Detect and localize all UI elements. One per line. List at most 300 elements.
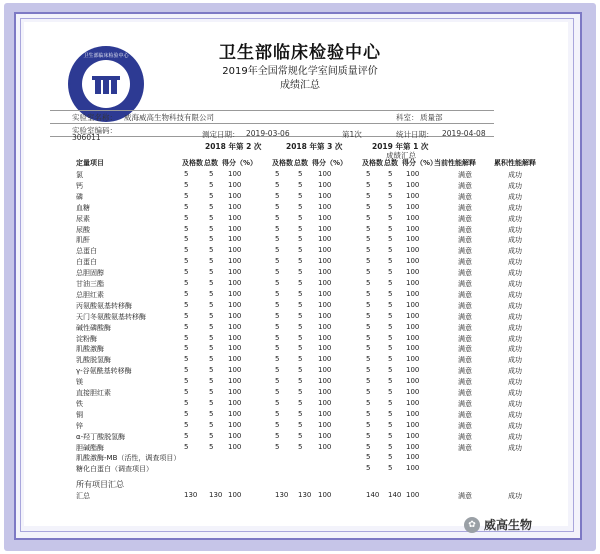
table-row (52, 203, 522, 214)
cell-col-2: 100 (228, 235, 242, 244)
cell-col-10: 成功 (508, 181, 522, 190)
cell-col-1: 5 (209, 398, 214, 407)
cell-col-3: 5 (275, 235, 280, 244)
cell-col-7: 5 (388, 366, 393, 375)
item-name: 淀粉酶 (76, 334, 97, 343)
cell-col-1: 5 (209, 246, 214, 255)
cell-col-6: 5 (366, 170, 371, 178)
cell-col-10: 成功 (508, 214, 522, 223)
cell-col-4: 5 (298, 366, 303, 375)
cell-col-5: 100 (318, 355, 332, 364)
cell-col-7: 5 (388, 246, 393, 255)
cell-col-3: 5 (275, 377, 280, 386)
lab-name-label: 实验室名称： (72, 113, 117, 122)
cell-col-1: 5 (209, 235, 214, 244)
cell-col-0: 5 (184, 366, 189, 375)
cell-col-2: 100 (228, 377, 242, 386)
column-header-8: 得分（%） (402, 159, 438, 167)
cell-col-3: 5 (275, 300, 280, 309)
cell-col-2: 100 (228, 398, 242, 407)
cell-col-1: 5 (209, 202, 214, 211)
cell-col-2: 100 (228, 333, 242, 342)
cell-col-7: 5 (388, 355, 393, 364)
cell-col-6: 5 (366, 191, 371, 200)
cell-col-8: 100 (406, 311, 420, 320)
cell-col-4: 5 (298, 235, 303, 244)
cell-col-4: 5 (298, 257, 303, 266)
cell-col-9: 满意 (458, 334, 472, 343)
cell-col-2: 100 (228, 491, 242, 500)
table-row (52, 312, 522, 323)
item-name: 血糖 (76, 203, 90, 212)
cell-col-1: 5 (209, 257, 214, 266)
cell-col-3: 5 (275, 442, 280, 451)
cell-col-7: 5 (388, 300, 393, 309)
cell-col-4: 5 (298, 224, 303, 233)
cell-col-2: 100 (228, 191, 242, 200)
cell-col-5: 100 (318, 224, 332, 233)
cell-col-10: 成功 (508, 492, 522, 501)
cell-col-6: 5 (366, 409, 371, 418)
cell-col-4: 5 (298, 279, 303, 287)
item-name: 天门冬氨酸氨基转移酶 (76, 312, 146, 321)
cell-col-0: 5 (184, 213, 189, 222)
logo-text: 卫生部临床检验中心 (83, 53, 129, 59)
cell-col-5: 100 (318, 268, 332, 277)
table-row (52, 432, 522, 443)
cell-col-6: 5 (366, 377, 371, 386)
cell-col-10: 成功 (508, 367, 522, 376)
cell-col-4: 5 (298, 202, 303, 211)
cell-col-8: 100 (406, 464, 420, 473)
cell-col-6: 5 (366, 268, 371, 277)
cell-col-7: 5 (388, 377, 393, 386)
cell-col-3: 5 (275, 257, 280, 266)
cell-col-1: 5 (209, 388, 214, 396)
cell-col-10: 成功 (508, 323, 522, 332)
cell-col-8: 100 (406, 180, 420, 189)
cell-col-4: 5 (298, 268, 303, 277)
column-header-5: 得分（%） (312, 159, 348, 167)
cell-col-1: 5 (209, 366, 214, 375)
cell-col-8: 100 (406, 420, 420, 429)
cell-col-2: 100 (228, 180, 242, 189)
cell-col-8: 100 (406, 344, 420, 353)
stat-date: 2019-04-08 (442, 129, 486, 138)
cell-col-4: 5 (298, 311, 303, 320)
cell-col-10: 成功 (508, 203, 522, 212)
item-name: 总胆红素 (76, 290, 104, 299)
cell-col-4: 5 (298, 213, 303, 222)
table-row (52, 225, 522, 236)
item-name: 胆碱酯酶 (76, 443, 104, 452)
cell-col-0: 5 (184, 388, 189, 396)
cell-col-5: 100 (318, 431, 332, 440)
cell-col-7: 5 (388, 289, 393, 298)
cell-col-9: 满意 (458, 225, 472, 234)
cell-col-6: 5 (366, 246, 371, 255)
wechat-icon: ✿ (464, 517, 480, 533)
cell-col-10: 成功 (508, 171, 522, 179)
cell-col-3: 5 (275, 289, 280, 298)
cell-col-0: 5 (184, 420, 189, 429)
table-row (52, 453, 522, 464)
cell-col-1: 5 (209, 420, 214, 429)
cell-col-1: 5 (209, 311, 214, 320)
cell-col-4: 5 (298, 289, 303, 298)
cell-col-6: 140 (366, 491, 380, 500)
cell-col-8: 100 (406, 202, 420, 211)
cell-col-6: 5 (366, 366, 371, 375)
table-row (52, 334, 522, 345)
cell-col-8: 100 (406, 355, 420, 364)
item-name: 尿素 (76, 214, 90, 223)
item-name: γ-谷氨酰基转移酶 (76, 367, 132, 376)
cell-col-0: 5 (184, 311, 189, 320)
cell-col-4: 5 (298, 420, 303, 429)
cell-col-1: 5 (209, 170, 214, 178)
cell-col-2: 100 (228, 420, 242, 429)
round: 第1次 (342, 130, 362, 139)
cell-col-5: 100 (318, 300, 332, 309)
cell-col-0: 5 (184, 257, 189, 266)
cell-col-5: 100 (318, 311, 332, 320)
cell-col-1: 5 (209, 377, 214, 386)
watermark (464, 516, 532, 533)
cell-col-1: 5 (209, 409, 214, 418)
cell-col-8: 100 (406, 224, 420, 233)
cell-col-8: 100 (406, 453, 420, 462)
table-row (52, 246, 522, 257)
cell-col-3: 5 (275, 268, 280, 277)
cell-col-1: 5 (209, 442, 214, 451)
cell-col-3: 5 (275, 333, 280, 342)
column-header-row (52, 158, 536, 169)
cell-col-8: 100 (406, 388, 420, 396)
cell-col-6: 5 (366, 442, 371, 451)
cell-col-10: 成功 (508, 290, 522, 299)
cell-col-1: 5 (209, 289, 214, 298)
cell-col-9: 满意 (458, 192, 472, 201)
cell-col-7: 5 (388, 170, 393, 178)
cell-col-10: 成功 (508, 258, 522, 267)
test-date-label: 测定日期： (202, 130, 240, 139)
cell-col-7: 5 (388, 333, 393, 342)
cell-col-2: 100 (228, 311, 242, 320)
cell-col-0: 5 (184, 377, 189, 386)
cell-col-7: 5 (388, 388, 393, 396)
cell-col-7: 5 (388, 268, 393, 277)
cell-col-3: 5 (275, 311, 280, 320)
cell-col-10: 成功 (508, 378, 522, 387)
table-row (52, 301, 522, 312)
cell-col-4: 5 (298, 355, 303, 364)
cell-col-6: 5 (366, 311, 371, 320)
cell-col-2: 100 (228, 268, 242, 277)
cell-col-9: 满意 (458, 301, 472, 310)
cell-col-9: 满意 (458, 247, 472, 256)
group-header-3: 2019 年第 1 次 (372, 142, 429, 151)
cell-col-3: 5 (275, 398, 280, 407)
column-header-9: 当前性能解释 (434, 159, 476, 167)
cell-col-6: 5 (366, 224, 371, 233)
cell-col-5: 100 (318, 366, 332, 375)
cell-col-5: 100 (318, 279, 332, 287)
cell-col-10: 成功 (508, 269, 522, 278)
cell-col-3: 5 (275, 344, 280, 353)
cell-col-5: 100 (318, 420, 332, 429)
item-name: 铁 (76, 399, 83, 408)
cell-col-2: 100 (228, 202, 242, 211)
info-row-1 (50, 110, 494, 123)
cell-col-9: 满意 (458, 312, 472, 321)
cell-col-6: 5 (366, 420, 371, 429)
cell-col-7: 5 (388, 344, 393, 353)
cell-col-10: 成功 (508, 410, 522, 419)
cell-col-7: 5 (388, 191, 393, 200)
cell-col-5: 100 (318, 191, 332, 200)
cell-col-3: 5 (275, 191, 280, 200)
cell-col-5: 100 (318, 491, 332, 500)
item-name: α-羟丁酸脱氢酶 (76, 432, 126, 441)
cell-col-9: 满意 (458, 432, 472, 441)
all-items-label-row (52, 479, 522, 490)
cell-col-5: 100 (318, 213, 332, 222)
cell-col-10: 成功 (508, 421, 522, 430)
table-row (52, 235, 522, 246)
column-header-6: 及格数 (362, 159, 383, 167)
cell-col-9: 满意 (458, 323, 472, 332)
column-header-3: 及格数 (272, 159, 293, 167)
cell-col-10: 成功 (508, 312, 522, 321)
cell-col-5: 100 (318, 388, 332, 396)
cell-col-0: 5 (184, 191, 189, 200)
cell-col-1: 5 (209, 431, 214, 440)
cell-col-7: 5 (388, 453, 393, 462)
cell-col-8: 100 (406, 409, 420, 418)
cell-col-4: 5 (298, 409, 303, 418)
cell-col-9: 满意 (458, 171, 472, 179)
cell-col-3: 5 (275, 213, 280, 222)
cell-col-6: 5 (366, 289, 371, 298)
cell-col-7: 5 (388, 420, 393, 429)
cell-col-9: 满意 (458, 280, 472, 288)
cell-col-7: 140 (388, 491, 402, 500)
table-row (52, 366, 522, 377)
cell-col-3: 5 (275, 224, 280, 233)
item-name: 乳酸脱氢酶 (76, 356, 111, 365)
table-row (52, 421, 522, 432)
cell-col-2: 100 (228, 409, 242, 418)
cell-col-0: 5 (184, 333, 189, 342)
cell-col-6: 5 (366, 464, 371, 473)
cell-col-6: 5 (366, 431, 371, 440)
table-row (52, 377, 522, 388)
cell-col-4: 5 (298, 246, 303, 255)
table-row (52, 355, 522, 366)
cell-col-4: 5 (298, 431, 303, 440)
item-name: 铜 (76, 410, 83, 419)
cell-col-8: 100 (406, 442, 420, 451)
cell-col-2: 100 (228, 344, 242, 353)
cell-col-3: 5 (275, 355, 280, 364)
item-name: 糖化白蛋白（调查项目） (76, 465, 153, 474)
cell-col-1: 5 (209, 300, 214, 309)
cell-col-5: 100 (318, 170, 332, 178)
cell-col-6: 5 (366, 279, 371, 287)
cell-col-1: 5 (209, 344, 214, 353)
cell-col-2: 100 (228, 289, 242, 298)
item-name: 碱性磷酸酶 (76, 323, 111, 332)
cell-col-5: 100 (318, 377, 332, 386)
cell-col-3: 5 (275, 202, 280, 211)
cell-col-0: 5 (184, 246, 189, 255)
cell-col-9: 满意 (458, 345, 472, 354)
cell-col-2: 100 (228, 366, 242, 375)
dept: 质量部 (420, 113, 443, 122)
cell-col-0: 5 (184, 322, 189, 331)
item-name: 总蛋白 (76, 247, 97, 256)
item-name: 肌酐 (76, 236, 90, 245)
cell-col-4: 5 (298, 398, 303, 407)
cell-col-8: 100 (406, 213, 420, 222)
cell-col-1: 5 (209, 279, 214, 287)
all-items-label: 所有项目汇总 (76, 480, 124, 490)
cell-col-1: 5 (209, 224, 214, 233)
cell-col-8: 100 (406, 322, 420, 331)
cell-col-4: 5 (298, 388, 303, 396)
cell-col-7: 5 (388, 464, 393, 473)
cell-col-9: 满意 (458, 258, 472, 267)
cell-col-3: 5 (275, 246, 280, 255)
item-header: 定量项目 (76, 159, 104, 167)
cell-col-6: 5 (366, 355, 371, 364)
cell-col-2: 100 (228, 224, 242, 233)
cell-col-0: 5 (184, 409, 189, 418)
table-row (52, 192, 522, 203)
report-subtitle: 2019年全国常规化学室间质量评价 (222, 66, 378, 77)
item-name: 汇总 (76, 492, 90, 501)
test-date: 2019-03-06 (246, 129, 290, 138)
cell-col-2: 100 (228, 300, 242, 309)
cell-col-3: 5 (275, 180, 280, 189)
page-title: 卫生部临床检验中心 (219, 43, 381, 63)
cell-col-5: 100 (318, 398, 332, 407)
table-row (52, 323, 522, 334)
cell-col-3: 5 (275, 420, 280, 429)
cell-col-7: 5 (388, 224, 393, 233)
lab-name: 威海威高生物科技有限公司 (124, 113, 214, 122)
table-row (52, 290, 522, 301)
cell-col-4: 5 (298, 333, 303, 342)
cell-col-0: 5 (184, 289, 189, 298)
cell-col-1: 5 (209, 333, 214, 342)
cell-col-2: 100 (228, 442, 242, 451)
table-row (52, 443, 522, 454)
cell-col-4: 130 (298, 491, 312, 500)
cell-col-5: 100 (318, 235, 332, 244)
cell-col-0: 130 (184, 491, 198, 500)
cell-col-8: 100 (406, 377, 420, 386)
item-name: 钙 (76, 181, 83, 190)
cell-col-9: 满意 (458, 181, 472, 190)
item-name: 镁 (76, 378, 83, 387)
cell-col-4: 5 (298, 180, 303, 189)
cell-col-6: 5 (366, 333, 371, 342)
cell-col-5: 100 (318, 257, 332, 266)
cell-col-3: 5 (275, 366, 280, 375)
cell-col-8: 100 (406, 279, 420, 287)
cell-col-3: 5 (275, 431, 280, 440)
table-row (52, 181, 522, 192)
cell-col-8: 100 (406, 268, 420, 277)
cell-col-1: 5 (209, 268, 214, 277)
cell-col-6: 5 (366, 300, 371, 309)
cell-col-8: 100 (406, 333, 420, 342)
cell-col-4: 5 (298, 344, 303, 353)
cell-col-9: 满意 (458, 492, 472, 501)
column-header-2: 得分（%） (222, 159, 258, 167)
cell-col-8: 100 (406, 366, 420, 375)
cell-col-4: 5 (298, 300, 303, 309)
cell-col-3: 5 (275, 409, 280, 418)
table-row (52, 257, 522, 268)
cell-col-3: 130 (275, 491, 289, 500)
cell-col-10: 成功 (508, 443, 522, 452)
cell-col-9: 满意 (458, 399, 472, 408)
cell-col-0: 5 (184, 180, 189, 189)
item-name: 甘油三酯 (76, 280, 104, 288)
table-row (52, 214, 522, 225)
cell-col-8: 100 (406, 289, 420, 298)
cell-col-0: 5 (184, 170, 189, 178)
table-row (52, 399, 522, 410)
cell-col-10: 成功 (508, 389, 522, 397)
cell-col-9: 满意 (458, 269, 472, 278)
cell-col-0: 5 (184, 224, 189, 233)
cell-col-6: 5 (366, 180, 371, 189)
cell-col-8: 100 (406, 398, 420, 407)
cell-col-7: 5 (388, 311, 393, 320)
column-header-0: 及格数 (182, 159, 203, 167)
cell-col-9: 满意 (458, 410, 472, 419)
cell-col-7: 5 (388, 279, 393, 287)
cell-col-7: 5 (388, 409, 393, 418)
cell-col-1: 5 (209, 191, 214, 200)
table-row (52, 170, 522, 181)
cell-col-2: 100 (228, 322, 242, 331)
cell-col-10: 成功 (508, 334, 522, 343)
cell-col-10: 成功 (508, 399, 522, 408)
cell-col-2: 100 (228, 257, 242, 266)
cell-col-10: 成功 (508, 345, 522, 354)
cell-col-6: 5 (366, 202, 371, 211)
cell-col-6: 5 (366, 453, 371, 462)
cell-col-8: 100 (406, 491, 420, 500)
table-row (52, 410, 522, 421)
item-name: 尿酸 (76, 225, 90, 234)
item-name: 氯 (76, 171, 83, 179)
cell-col-4: 5 (298, 377, 303, 386)
cell-col-7: 5 (388, 257, 393, 266)
cell-col-0: 5 (184, 344, 189, 353)
total-row (52, 491, 522, 502)
cell-col-5: 100 (318, 202, 332, 211)
cell-col-1: 5 (209, 213, 214, 222)
cell-col-5: 100 (318, 322, 332, 331)
cell-col-0: 5 (184, 300, 189, 309)
cell-col-10: 成功 (508, 356, 522, 365)
